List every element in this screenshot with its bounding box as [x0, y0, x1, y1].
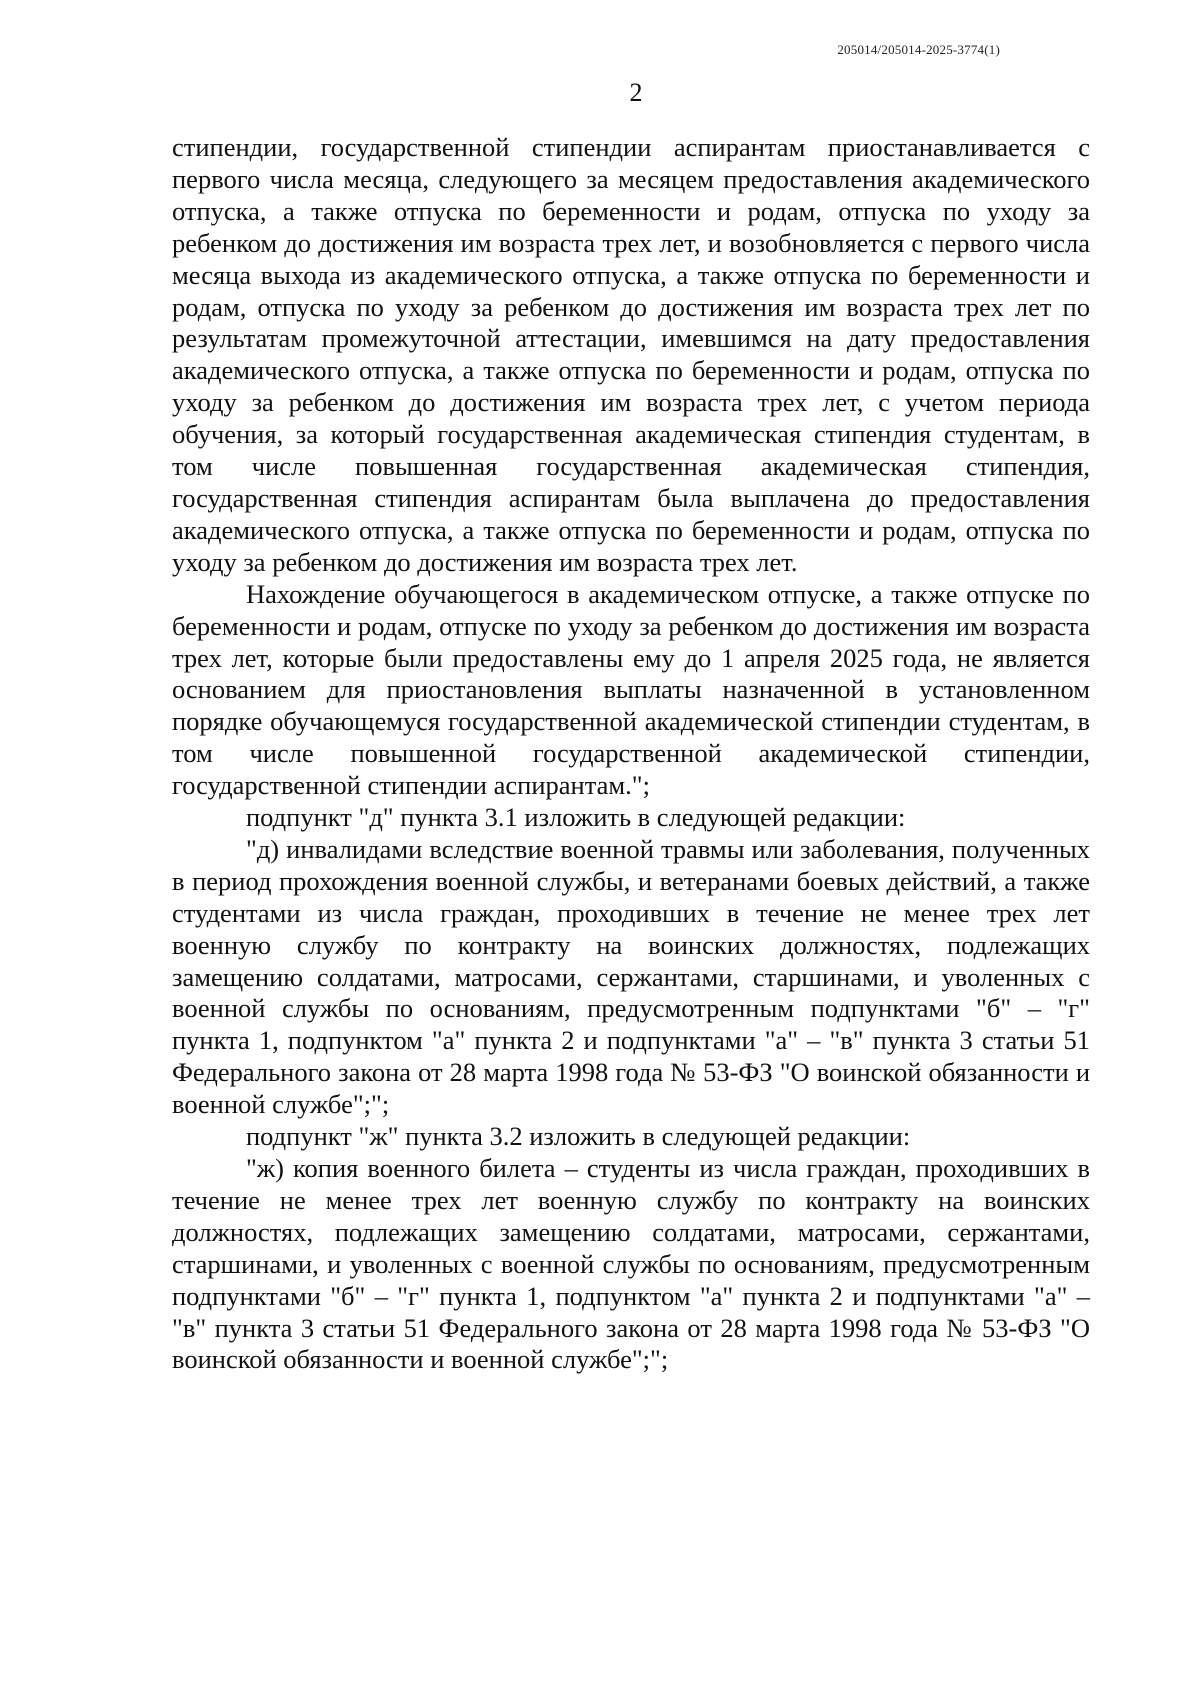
- paragraph-continuation: стипендии, государственной стипендии аспирантам приостанавливается с первого числа месяца, следующего за месяцем предоставления академического отпуска, а также отпуска по беременности и родам, отпуска по уходу за ребенком до достижения им возраста трех лет, и возобновляется с первого числа месяца выхода из академического отпуска, а также отпуска по беременности и родам, отпуска по уходу за ребенком до достижения им возраста трех лет по результатам промежуточной аттестации, имевшимся на дату предоставления академического отпуска, а также отпуска по беременности и родам, отпуска по уходу за ребенком до достижения им возраста трех лет, с учетом периода обучения, за который государственная академическая стипендия студентам, в том числе повышенная государственная академическая стипендия, государственная стипендия аспирантам была выплачена до предоставления академического отпуска, а также отпуска по беременности и родам, отпуска по уходу за ребенком до достижения им возраста трех лет.: [172, 132, 1090, 577]
- paragraph-subclause-zh: "ж) копия военного билета – студенты из числа граждан, проходивших в течение не менее трех лет военную службу по контракту на воинских должностях, подлежащих замещению солдатами, матросами, сержантами, старшинами, и уволенных с военной службы по основаниям, предусмотренным подпунктами "б" – "г" пункта 1, подпунктом "а" пункта 2 и подпунктами "а" – "в" пункта 3 статьи 51 Федерального закона от 28 марта 1998 года № 53-ФЗ "О воинской обязанности и военной службе";";: [172, 1153, 1090, 1375]
- paragraph-subclause-zh-intro: подпункт "ж" пункта 3.2 изложить в следующей редакции:: [246, 1121, 911, 1152]
- document-id: 205014/205014-2025-3774(1): [837, 42, 1000, 57]
- page-number: 2: [629, 78, 643, 107]
- paragraph-subclause-d: "д) инвалидами вследствие военной травмы или заболевания, полученных в период прохождения военной службы, и ветеранами боевых действий, а также студентами из числа граждан, проходивших в течение не менее трех лет военную службу по контракту на воинских должностях, подлежащих замещению солдатами, матросами, сержантами, старшинами, и уволенных с военной службы по основаниям, предусмотренным подпунктами "б" – "г" пункта 1, подпунктом "а" пункта 2 и подпунктами "а" – "в" пункта 3 статьи 51 Федерального закона от 28 марта 1998 года № 53-ФЗ "О воинской обязанности и военной службе";";: [172, 833, 1090, 1120]
- document-body: [172, 132, 1090, 1376]
- paragraph-academic-leave: Нахождение обучающегося в академическом отпуске, а также отпуске по беременности и родам, отпуске по уходу за ребенком до достижения им возраста трех лет, которые были предоставлены ему до 1 апреля 2025 года, не является основанием для приостановления выплаты назначенной в установленном порядке обучающемуся государственной академической стипендии студентам, в том числе повышенной государственной академической стипендии, государственной стипендии аспирантам.";: [172, 578, 1090, 801]
- paragraph-subclause-d-intro: подпункт "д" пункта 3.1 изложить в следующей редакции:: [246, 802, 906, 833]
